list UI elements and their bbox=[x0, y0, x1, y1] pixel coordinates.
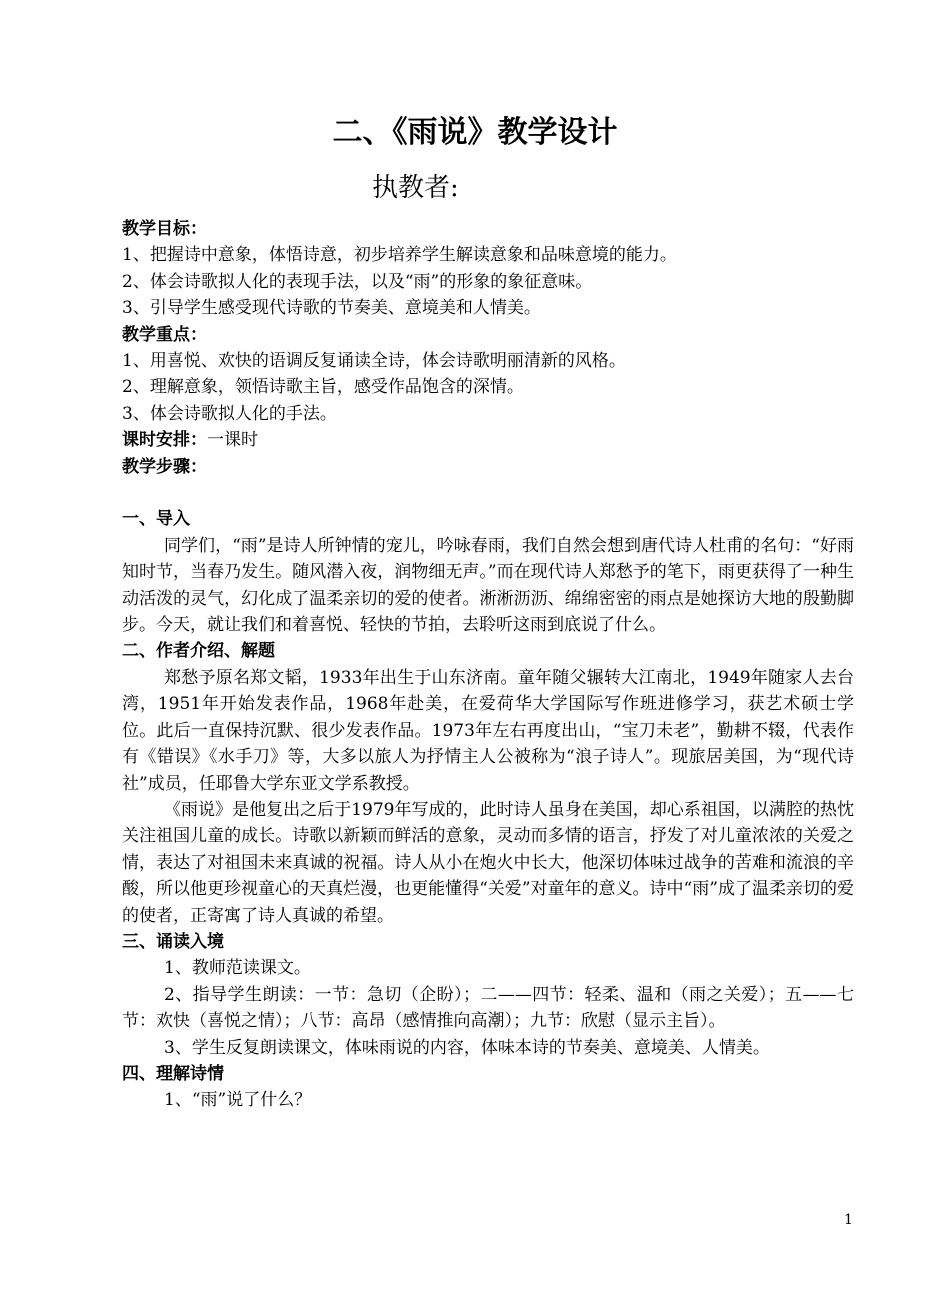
objective-item: 3、引导学生感受现代诗歌的节奏美、意境美和人情美。 bbox=[122, 298, 541, 319]
section-heading-author: 二、作者介绍、解题 bbox=[122, 641, 275, 662]
key-points-heading: 教学重点： bbox=[122, 324, 207, 345]
intro-paragraph: 同学们，“雨”是诗人所钟情的宠儿，吟咏春雨，我们自然会想到唐代诗人杜甫的名句：“好雨知时节，当春乃发生。随风潜入夜，润物细无声。”而在现代诗人郑愁予的笔下，雨更获得了一种生动活泼的灵气，幻化成了温柔亲切的爱的使者。淅淅沥沥、绵绵密密的雨点是她探访大地的殷勤脚步。今天，就让我们和着喜悦、轻快的节拍，去聆听这雨到底说了什么。 bbox=[122, 535, 854, 636]
objective-item: 1、把握诗中意象，体悟诗意，初步培养学生解读意象和品味意境的能力。 bbox=[122, 245, 677, 266]
schedule-value: 一课时 bbox=[207, 430, 258, 451]
reading-paragraph: 3、学生反复朗读课文，体味雨说的内容，体味本诗的节奏美、意境美、人情美。 bbox=[164, 1037, 770, 1058]
teacher-label: 执教者: bbox=[372, 173, 459, 203]
page-number: 1 bbox=[844, 1212, 853, 1228]
objectives-heading: 教学目标： bbox=[122, 219, 207, 239]
schedule-label: 课时安排： bbox=[122, 430, 207, 451]
document-body bbox=[122, 216, 854, 1114]
schedule-line bbox=[122, 427, 854, 453]
understanding-paragraph: 1、“雨”说了什么？ bbox=[164, 1090, 312, 1111]
section-heading-reading: 三、诵读入境 bbox=[122, 931, 224, 952]
section-heading-understanding: 四、理解诗情 bbox=[122, 1063, 224, 1084]
author-paragraph: 郑愁予原名郑文韬，1933年出生于山东济南。童年随父辗转大江南北，1949年随家人去台湾，1951年开始发表作品，1968年赴美，在爱荷华大学国际写作班进修学习，获艺术硕士学位。此后一直保持沉默、很少发表作品。1973年左右再度出山，“宝刀未老”，勤耕不辍，代表作有《错误》《水手刀》等，大多以旅人为抒情主人公被称为“浪子诗人”。现旅居美国，为“现代诗社”成员，任耶鲁大学东亚文学系教授。 bbox=[122, 667, 854, 794]
reading-paragraph: 1、教师范读课文。 bbox=[164, 958, 311, 979]
key-point-item: 1、用喜悦、欢快的语调反复诵读全诗，体会诗歌明丽清新的风格。 bbox=[122, 351, 626, 372]
objective-item: 2、体会诗歌拟人化的表现手法，以及“雨”的形象的象征意味。 bbox=[122, 271, 593, 292]
author-paragraph: 《雨说》是他复出之后于1979年写成的，此时诗人虽身在美国，却心系祖国，以满腔的热忱关注祖国儿童的成长。诗歌以新颖而鲜活的意象，灵动而多情的语言，抒发了对儿童浓浓的关爱之情，表达了对祖国未来真诚的祝福。诗人从小在炮火中长大，他深切体味过战争的苦难和流浪的辛酸，所以他更珍视童心的天真烂漫，也更能懂得“关爱”对童年的意义。诗中“雨”成了温柔亲切的爱的使者，正寄寓了诗人真诚的希望。 bbox=[122, 799, 854, 926]
key-point-item: 3、体会诗歌拟人化的手法。 bbox=[122, 403, 337, 424]
steps-heading: 教学步骤： bbox=[122, 456, 207, 477]
section-heading-intro: 一、导入 bbox=[122, 509, 190, 530]
document-title: 二、《雨说》教学设计 bbox=[332, 115, 618, 150]
reading-paragraph: 2、指导学生朗读：一节：急切（企盼）；二——四节：轻柔、温和（雨之关爱）；五——七节：欢快（喜悦之情）；八节：高昂（感情推向高潮）；九节：欣慰（显示主旨）。 bbox=[122, 984, 854, 1032]
blank-line bbox=[122, 480, 854, 506]
key-point-item: 2、理解意象，领悟诗歌主旨，感受作品饱含的深情。 bbox=[122, 377, 524, 398]
